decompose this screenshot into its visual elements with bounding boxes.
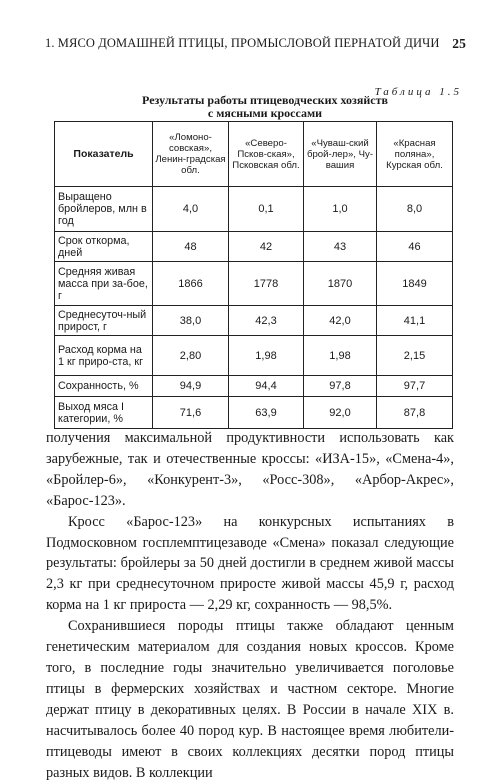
table-cell: 1,98 — [304, 336, 377, 376]
table-title — [80, 94, 450, 120]
table-cell: 48 — [153, 232, 229, 262]
results-table — [54, 121, 453, 429]
column-header: «Чуваш-ский брой-лер», Чу-вашия — [304, 122, 377, 187]
table-cell: 94,9 — [153, 376, 229, 397]
table-row — [55, 262, 453, 306]
table-cell: 42,0 — [304, 306, 377, 336]
table-cell: 1,98 — [229, 336, 304, 376]
table-cell: 4,0 — [153, 187, 229, 232]
table-cell: 0,1 — [229, 187, 304, 232]
table-label: Таблица 1.5 — [374, 86, 462, 98]
row-label: Срок откорма, дней — [55, 232, 153, 262]
table-cell: 1778 — [229, 262, 304, 306]
table-cell: 1849 — [377, 262, 453, 306]
table-cell: 41,1 — [377, 306, 453, 336]
running-header — [45, 36, 466, 52]
table-cell: 94,4 — [229, 376, 304, 397]
row-label: Средняя живая масса при за-бое, г — [55, 262, 153, 306]
table-cell: 2,80 — [153, 336, 229, 376]
table-cell: 92,0 — [304, 397, 377, 429]
paragraph: получения максимальной продуктивности использовать как зарубежные, так и отечественные кроссы: «ИЗА-15», «Смена-4», «Бройлер-6», «Конкурент-3», «Росс-308», «Арбор-Акрес», «Барос-123». — [46, 430, 454, 509]
table-cell: 43 — [304, 232, 377, 262]
table-row — [55, 232, 453, 262]
table-cell: 8,0 — [377, 187, 453, 232]
column-header: «Ломоно-совская», Ленин-градская обл. — [153, 122, 229, 187]
paragraph: Сохранившиеся породы птицы также обладают ценным генетическим материалом для создания новых кроссов. Кроме того, в последние годы значительно увеличивается поголовье птицы в фермерских хозяйствах и частном секторе. Многие держат птицу в декоративных целях. В России в начале XIX в. насчитывалось более 40 пород кур. В настоящее время любители-птицеводы имеют в своих коллекциях десятки пород птицы разных видов. В коллекции — [46, 618, 454, 781]
table-cell: 87,8 — [377, 397, 453, 429]
table-cell: 42 — [229, 232, 304, 262]
table-cell: 46 — [377, 232, 453, 262]
running-title: 1. МЯСО ДОМАШНЕЙ ПТИЦЫ, ПРОМЫСЛОВОЙ ПЕРНАТОЙ ДИЧИ — [45, 36, 440, 50]
row-label: Среднесуточ-ный прирост, г — [55, 306, 153, 336]
row-label: Выращено бройлеров, млн в год — [55, 187, 153, 232]
table-title-line: с мясными кроссами — [207, 106, 323, 120]
table-row — [55, 336, 453, 376]
column-header: Показатель — [55, 122, 153, 187]
table-cell: 97,8 — [304, 376, 377, 397]
table-header-row — [55, 122, 453, 187]
table-cell: 2,15 — [377, 336, 453, 376]
column-header: «Северо-Псков-ская», Псковская обл. — [229, 122, 304, 187]
table-row — [55, 306, 453, 336]
table-row — [55, 397, 453, 429]
paragraph: Кросс «Барос-123» на конкурсных испытаниях в Подмосковном госплемптицезаводе «Смена» показал следующие результаты: бройлеры за 50 дней достигли в среднем живой массы 2,3 кг при среднесуточном приросте живой массы 45,9 г, расход корма на 1 кг прироста — 2,29 кг, сохранность — 98,5%. — [46, 513, 454, 614]
table-cell: 63,9 — [229, 397, 304, 429]
table-cell: 1,0 — [304, 187, 377, 232]
table-title-line: Результаты работы птицеводческих хозяйств — [142, 93, 388, 107]
row-label: Сохранность, % — [55, 376, 153, 397]
table-cell: 97,7 — [377, 376, 453, 397]
table-cell: 1866 — [153, 262, 229, 306]
body-text — [46, 428, 454, 783]
page-number: 25 — [452, 36, 466, 51]
table-cell: 1870 — [304, 262, 377, 306]
table-row — [55, 376, 453, 397]
table-cell: 38,0 — [153, 306, 229, 336]
row-label: Выход мяса I категории, % — [55, 397, 153, 429]
column-header: «Красная поляна», Курская обл. — [377, 122, 453, 187]
table-cell: 42,3 — [229, 306, 304, 336]
table-row — [55, 187, 453, 232]
table-cell: 71,6 — [153, 397, 229, 429]
row-label: Расход корма на 1 кг приро-ста, кг — [55, 336, 153, 376]
